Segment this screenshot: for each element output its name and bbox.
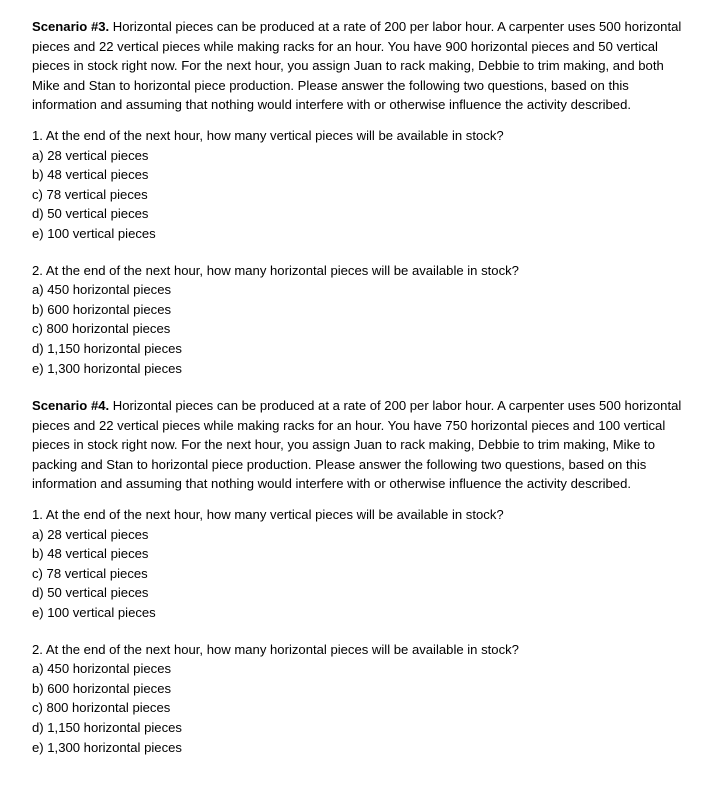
answer-option-b: b) 600 horizontal pieces (32, 301, 172, 317)
question-prompt: 1. At the end of the next hour, how many vertical pieces will be available in stock? (32, 507, 504, 523)
scenario-3-label: Scenario #3. (32, 19, 110, 34)
answer-option-c: c) 800 horizontal pieces (32, 700, 171, 716)
answer-option-e: e) 100 vertical pieces (32, 225, 156, 241)
answer-option-d: d) 50 vertical pieces (32, 585, 149, 601)
scenario-3-paragraph (32, 17, 692, 115)
answer-option-d: d) 1,150 horizontal pieces (32, 340, 182, 356)
scenario-4-label: Scenario #4. (32, 398, 110, 414)
scenario-4-question-1 (32, 505, 692, 623)
answer-option-c: c) 78 vertical pieces (32, 186, 148, 202)
answer-option-e: e) 100 vertical pieces (32, 605, 156, 621)
answer-option-b: b) 48 vertical pieces (32, 546, 149, 562)
question-prompt: 1. At the end of the next hour, how many vertical pieces will be available in stock? (32, 127, 504, 143)
answer-option-d: d) 1,150 horizontal pieces (32, 720, 182, 735)
scenario-3-question-1 (32, 126, 692, 244)
question-prompt: 2. At the end of the next hour, how many horizontal pieces will be available in stock? (32, 641, 519, 657)
answer-option-a: a) 450 horizontal pieces (32, 661, 172, 677)
scenario-4-paragraph (32, 396, 692, 494)
question-prompt: 2. At the end of the next hour, how many horizontal pieces will be available in stock? (32, 262, 519, 278)
answer-option-b: b) 48 vertical pieces (32, 167, 149, 183)
answer-option-c: c) 78 vertical pieces (32, 565, 148, 581)
answer-option-b: b) 600 horizontal pieces (32, 680, 172, 696)
scenario-4 (32, 396, 692, 757)
scenario-4-question-2 (32, 640, 692, 758)
answer-option-a: a) 450 horizontal pieces (32, 282, 172, 298)
answer-option-a: a) 28 vertical pieces (32, 147, 149, 163)
answer-option-a: a) 28 vertical pieces (32, 526, 149, 542)
answer-option-e: e) 1,300 horizontal pieces (32, 360, 182, 376)
answer-option-c: c) 800 horizontal pieces (32, 321, 171, 337)
scenario-3-question-2 (32, 261, 692, 379)
answer-option-e: e) 1,300 horizontal pieces (32, 739, 182, 755)
scenario-3-text: Horizontal pieces can be produced at a rate of 200 per labor hour. A carpenter uses 500 horizontal pieces and 22 vertical pieces while making racks for an hour. You have 900 horizontal pieces and 50 vertical pieces in stock right now. For the next hour, you assign Juan to rack making, Debbie to trim making, and both Mike and Stan to horizontal piece production. Please answer the following two questions, based on this information and assuming that nothing would interfere with or otherwise influence the activity described. (32, 19, 682, 113)
answer-option-d: d) 50 vertical pieces (32, 206, 149, 222)
scenario-3 (32, 17, 692, 378)
scenario-4-text: Horizontal pieces can be produced at a rate of 200 per labor hour. A carpenter uses 500 horizontal pieces and 22 vertical pieces while making racks for an hour. You have 750 horizontal pieces and 100 vertical pieces in stock right now. For the next hour, you assign Juan to rack making, Debbie to trim making, Mike to packing and Stan to horizontal piece production. Please answer the following two questions, based on this information and assuming that nothing would interfere with or otherwise influence the activity described. (32, 398, 682, 492)
